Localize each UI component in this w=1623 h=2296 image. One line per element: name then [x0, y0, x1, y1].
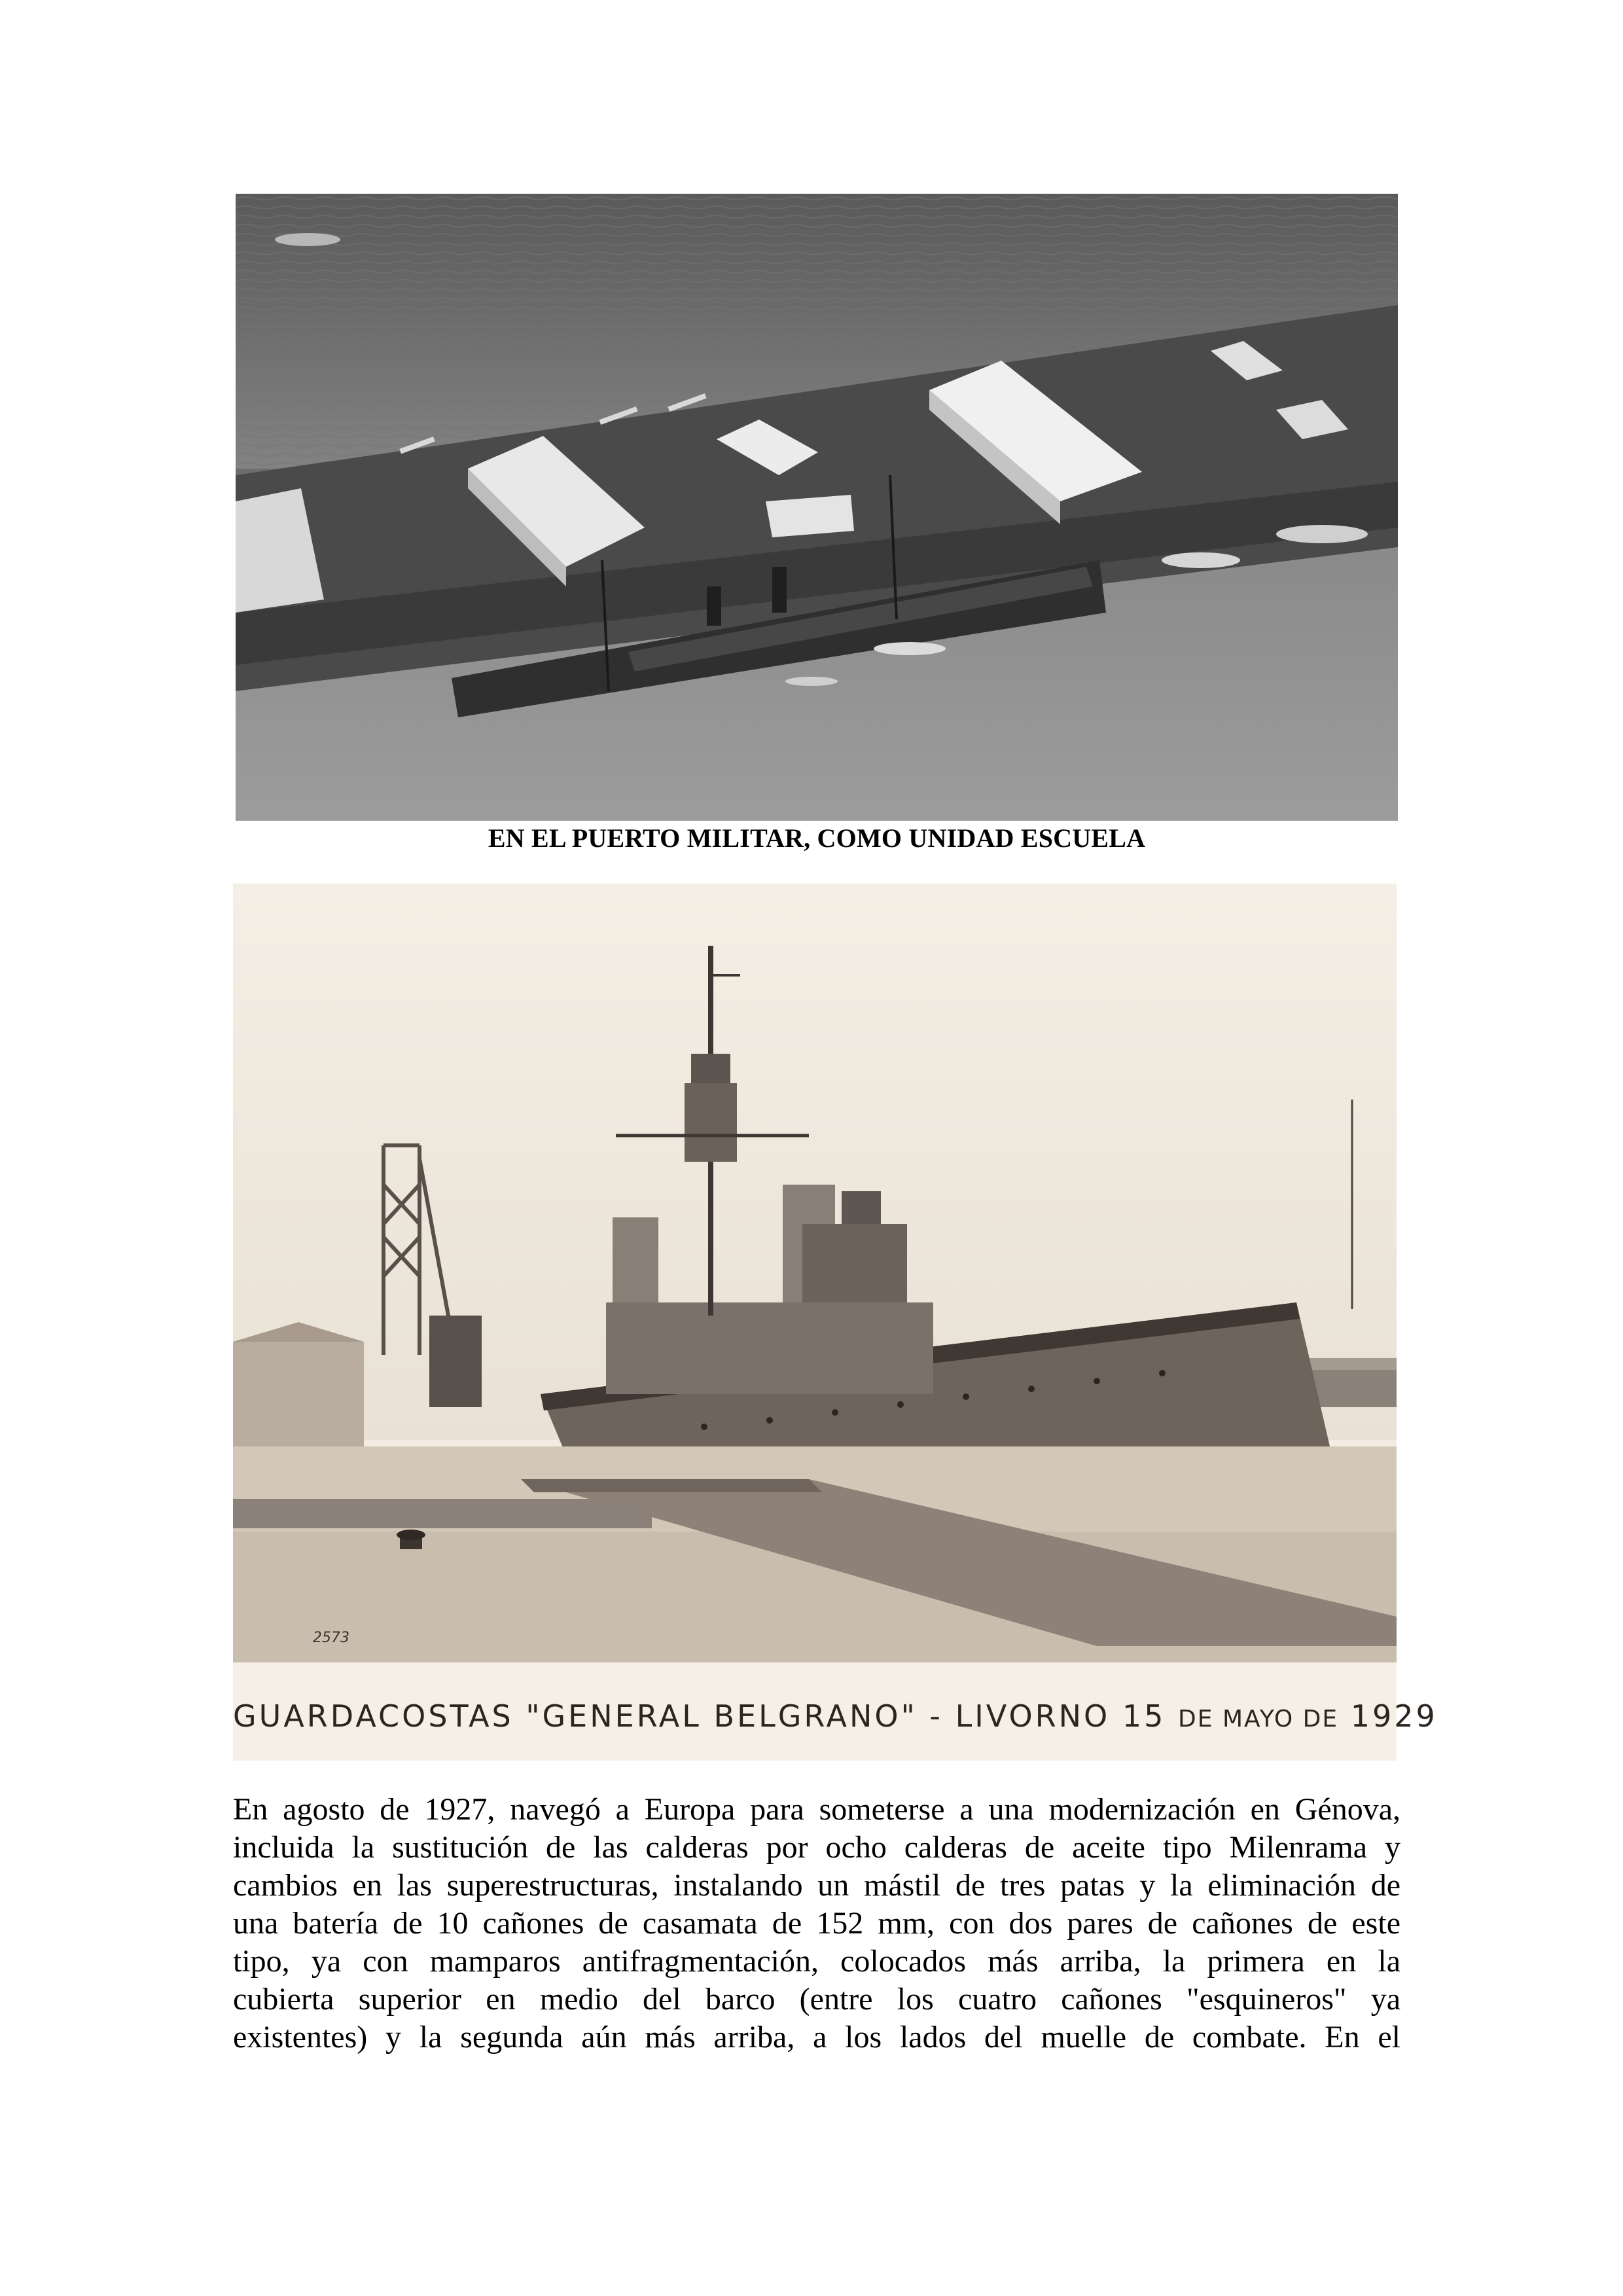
body-line-text: cambios en las superestructuras, instalando un mástil de tres patas y la eliminación de — [233, 1868, 1400, 1903]
body-line-text: En agosto de 1927, navegó a Europa para someterse a una modernización en Génova, — [233, 1792, 1400, 1827]
ship-photo-caption — [233, 1698, 1438, 1734]
body-line — [233, 2018, 1400, 2056]
body-line — [233, 1829, 1400, 1867]
caption-main: GUARDACOSTAS "GENERAL BELGRANO" - LIVORNO — [233, 1698, 1111, 1734]
body-line-text: existentes) y la segunda aún más arriba, a los lados del muelle de combate. En el — [233, 2020, 1400, 2054]
caption-month: DE MAYO DE — [1178, 1706, 1339, 1732]
body-line — [233, 1943, 1400, 1981]
body-line-text: una batería de 10 cañones de casamata de 152 mm, con dos pares de cañones de este — [233, 1906, 1400, 1941]
body-line — [233, 1981, 1400, 2018]
body-paragraph — [233, 1791, 1400, 2056]
body-line-text: cubierta superior en medio del barco (entre los cuatro cañones "esquineros" ya — [233, 1982, 1400, 2017]
plate-number: 2573 — [313, 1630, 349, 1646]
aerial-port-photo — [236, 194, 1398, 821]
caption-day: 15 — [1122, 1698, 1166, 1734]
body-line-text: tipo, ya con mamparos antifragmentación, colocados más arriba, la primera en la — [233, 1944, 1400, 1979]
ship-photo — [233, 884, 1438, 1761]
photo-caption: EN EL PUERTO MILITAR, COMO UNIDAD ESCUELA — [488, 823, 1146, 853]
caption-year: 1929 — [1350, 1698, 1438, 1734]
body-line — [233, 1791, 1400, 1829]
body-line-text: incluida la sustitución de las calderas por ocho calderas de aceite tipo Milenrama y — [233, 1830, 1400, 1865]
body-line — [233, 1867, 1400, 1905]
body-line — [233, 1905, 1400, 1943]
